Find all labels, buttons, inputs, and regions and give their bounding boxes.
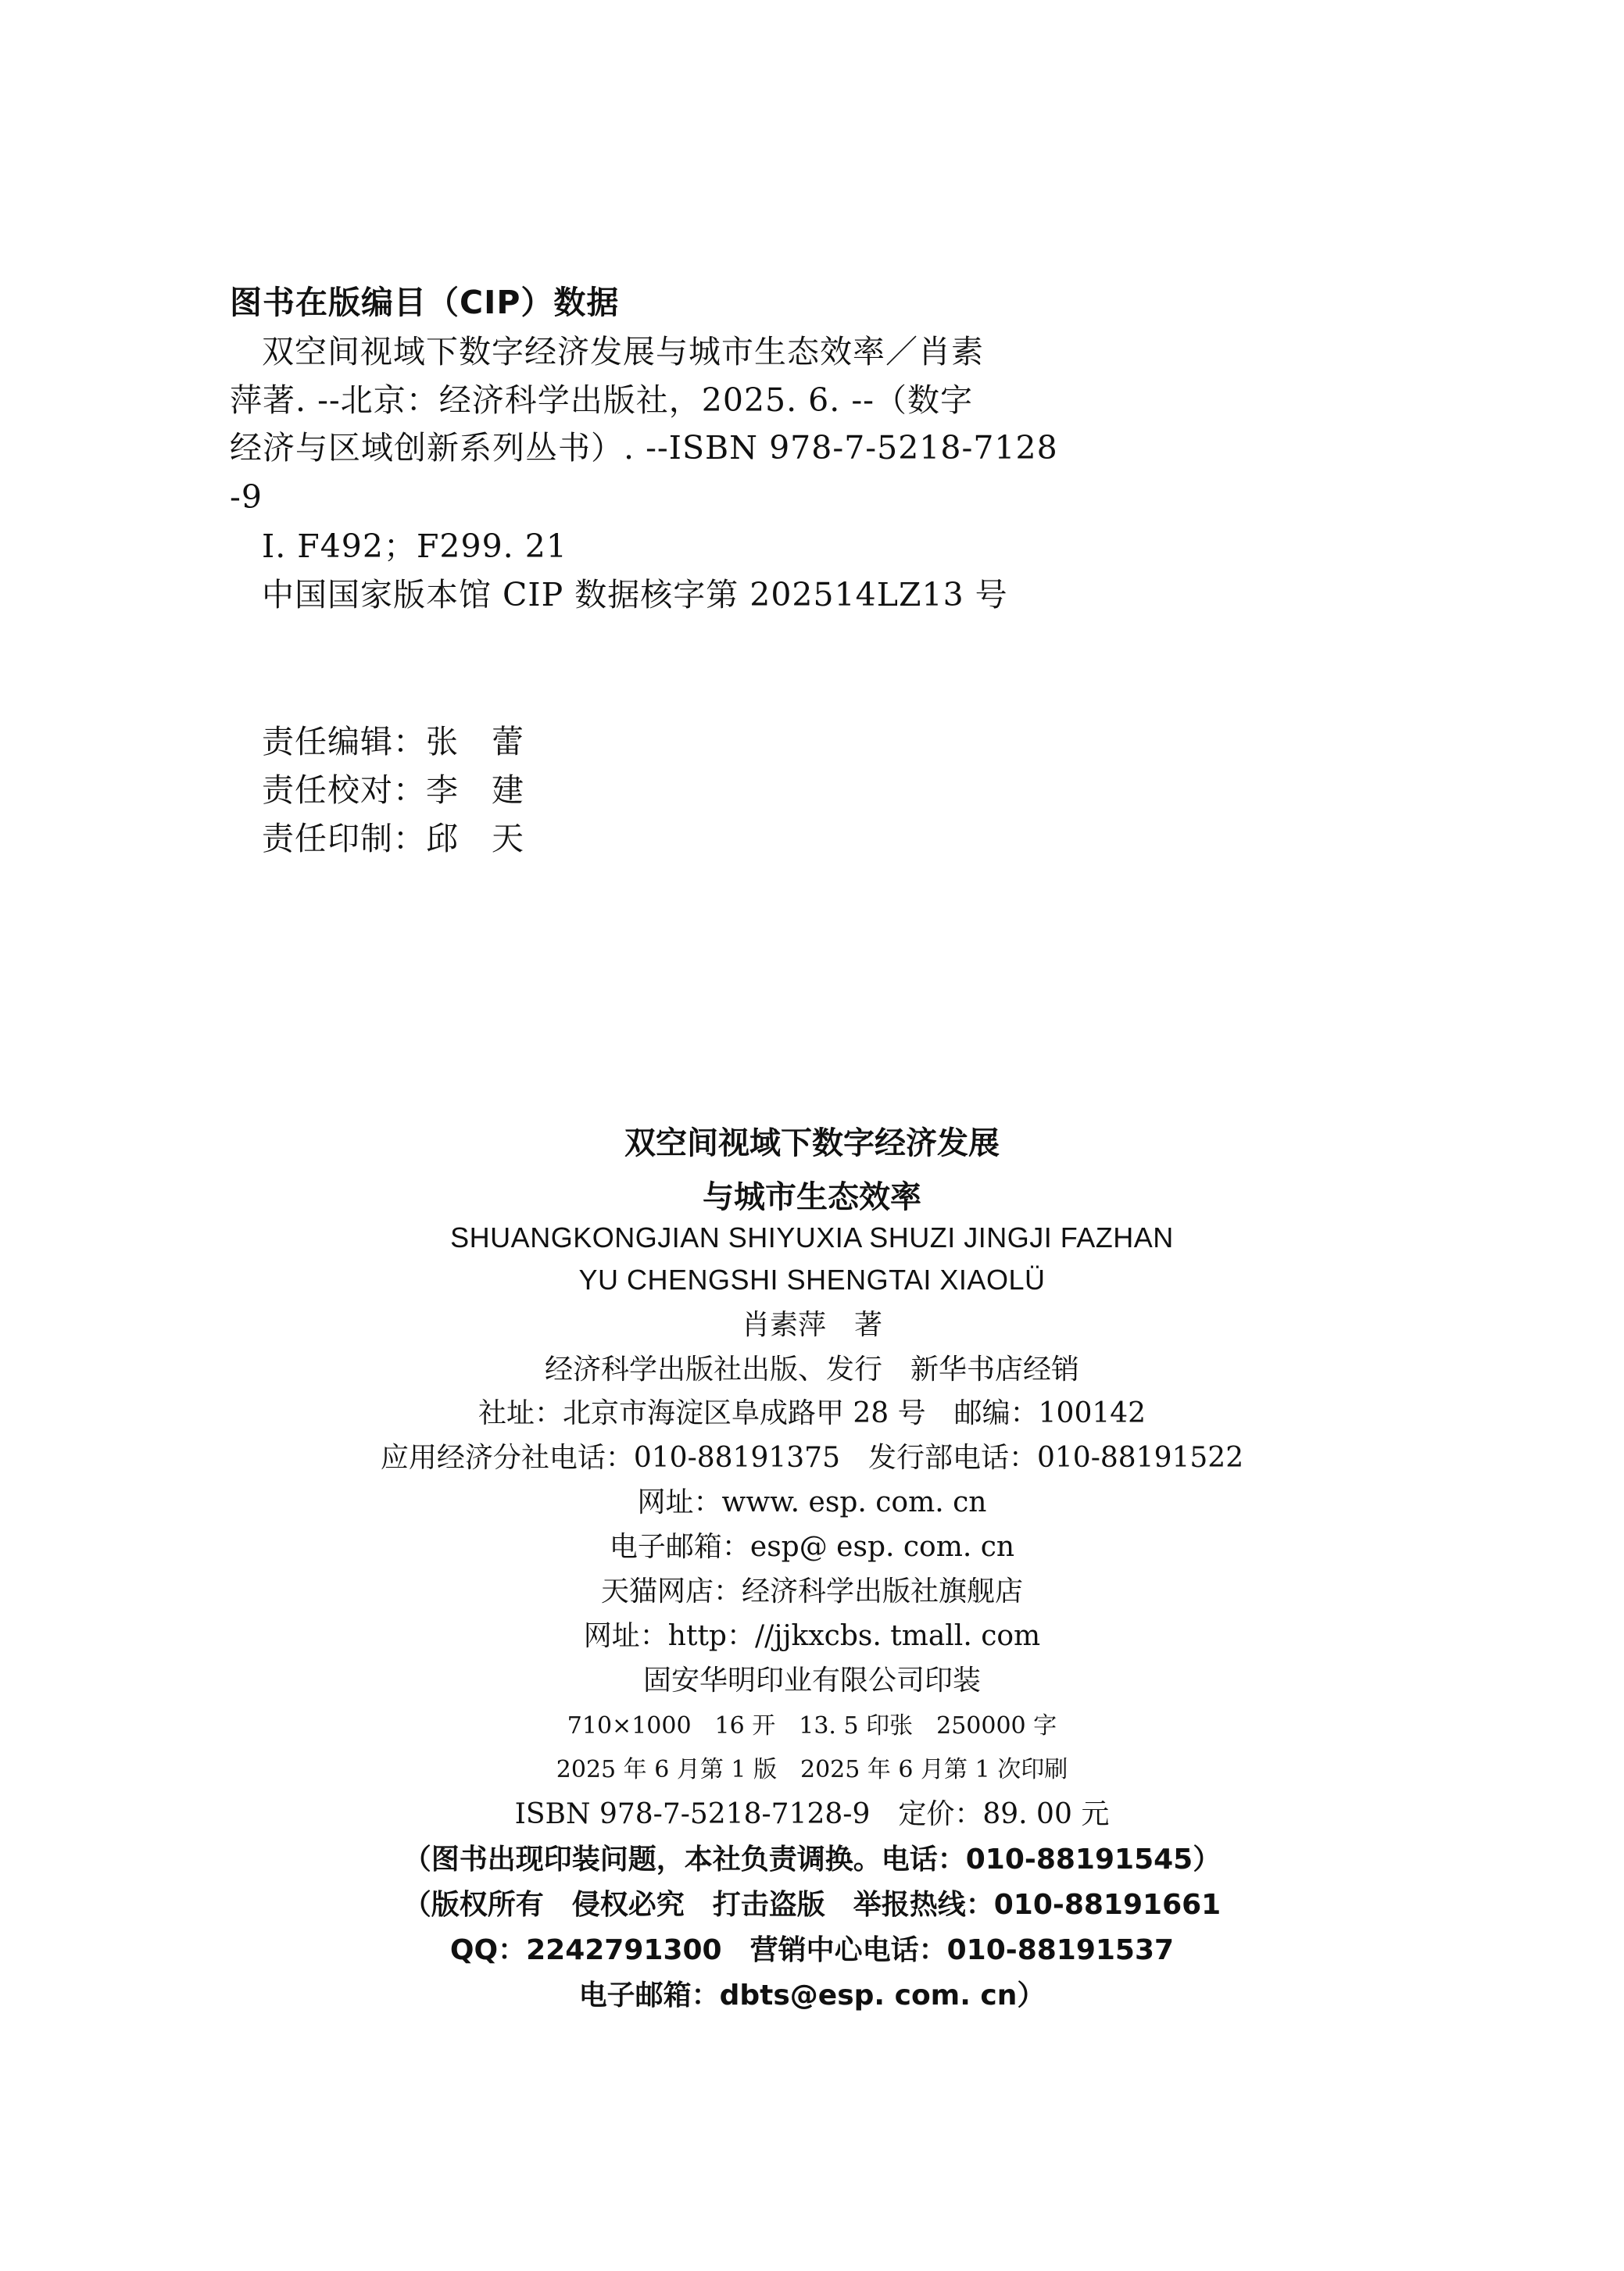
isbn-price: ISBN 978-7-5218-7128-9 定价：89. 00 元 <box>514 1798 1110 1830</box>
tmall-url: 网址：http：//jjkxcbs. tmall. com <box>583 1620 1041 1652</box>
cip-line: 双空间视域下数字经济发展与城市生态效率／肖素 <box>262 333 984 370</box>
printer: 固安华明印业有限公司印装 <box>642 1665 981 1697</box>
cip-heading: 图书在版编目（CIP）数据 <box>230 284 620 321</box>
pinyin-title-line2: YU CHENGSHI SHENGTAI XIAOLÜ <box>578 1264 1046 1296</box>
notice-email: 电子邮箱：dbts@esp. com. cn） <box>578 1980 1046 2012</box>
book-title-line2: 与城市生态效率 <box>703 1179 921 1215</box>
notice-copyright: （版权所有 侵权必究 打击盗版 举报热线：010-88191661 <box>402 1889 1222 1921</box>
staff-proofreader: 责任校对：李 建 <box>262 771 524 809</box>
website: 网址：www. esp. com. cn <box>637 1486 987 1518</box>
edition-info: 2025 年 6 月第 1 版 2025 年 6 月第 1 次印刷 <box>556 1756 1068 1783</box>
cip-line: 中国国家版本馆 CIP 数据核字第 202514LZ13 号 <box>262 576 1008 613</box>
address: 社址：北京市海淀区阜成路甲 28 号 邮编：100142 <box>478 1397 1146 1429</box>
pinyin-title-line1: SHUANGKONGJIAN SHIYUXIA SHUZI JINGJI FAZHAN <box>450 1221 1174 1254</box>
book-format: 710×1000 16 开 13. 5 印张 250000 字 <box>567 1712 1057 1740</box>
staff-editor: 责任编辑：张 蕾 <box>262 723 524 760</box>
email: 电子邮箱：esp@ esp. com. cn <box>609 1531 1015 1563</box>
cip-line: 萍著. --北京：经济科学出版社，2025. 6. --（数字 <box>230 381 974 419</box>
cip-line: -9 <box>230 478 263 516</box>
notice-contact: QQ：2242791300 营销中心电话：010-88191537 <box>449 1934 1175 1966</box>
cip-line: Ⅰ. F492；F299. 21 <box>262 528 567 565</box>
staff-printing: 责任印制：邱 天 <box>262 820 524 857</box>
tmall-store: 天猫网店：经济科学出版社旗舰店 <box>600 1575 1023 1608</box>
publisher: 经济科学出版社出版、发行 新华书店经销 <box>544 1354 1079 1386</box>
notice-printing-issue: （图书出现印装问题，本社负责调换。电话：010-88191545） <box>402 1844 1222 1876</box>
cip-line: 经济与区域创新系列丛书）. --ISBN 978-7-5218-7128 <box>230 429 1058 467</box>
author: 肖素萍 著 <box>741 1309 882 1341</box>
book-title-line1: 双空间视域下数字经济发展 <box>624 1125 1000 1161</box>
phones: 应用经济分社电话：010-88191375 发行部电话：010-88191522 <box>380 1442 1244 1474</box>
